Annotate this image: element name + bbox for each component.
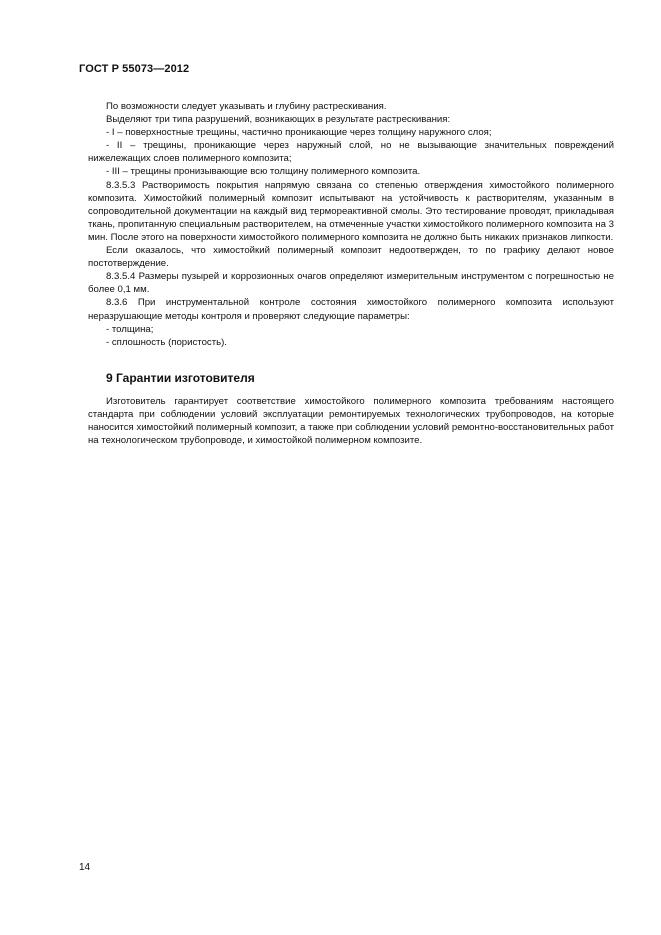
list-item-type-3: - III – трещины пронизывающие всю толщину полимерного композита. [106, 166, 421, 178]
paragraph-8-3-5-4: 8.3.5.4 Размеры пузырей и коррозионных очагов определяют измерительным инструментом с погрешностью не более 0,1 мм. [88, 271, 614, 296]
list-item-type-2: - II – трещины, проникающие через наружный слой, но не вызывающие значительных повреждений нижележащих слоев полимерного композита; [88, 140, 614, 165]
paragraph-8-3-5-3: 8.3.5.3 Растворимость покрытия напрямую связана со степенью отверждения химостойкого полимерного композита. Химостойкий полимерный композит испытывают на устойчивость к растворителям, указанным в сопроводительной документации на каждый вид термореактивной смолы. Это тестирование проводят, прикладывая ткань, пропитанную специальным растворителем, на отмеченные участки химостойкого полимерного композита на 3 мин. После этого на поверхности химостойкого полимерного композита не должно быть никаких признаков липкости. [88, 179, 614, 243]
section-8-continuation [88, 100, 614, 349]
paragraph-undercured: Если оказалось, что химостойкий полимерный композит недоотвержден, то по графику делают новое постотверждение. [88, 245, 614, 270]
list-item-continuity: - сплошность (пористость). [106, 336, 227, 348]
paragraph-depth: По возможности следует указывать и глубину растрескивания. [106, 101, 387, 112]
paragraph-damage-types: Выделяют три типа разрушений, возникающих в результате растрескивания: [106, 114, 451, 126]
paragraph-warranty: Изготовитель гарантирует соответствие химостойкого полимерного композита требованиям настоящего стандарта при соблюдении условий эксплуатации ремонтируемых технологических трубопроводов, на которые наносится химостойкий полимерный композит, а также при соблюдении условий ремонтно-восстановительных работ на технологическом трубопроводе, и химостойкой полимерном композите. [88, 396, 614, 447]
page-number: 14 [79, 862, 91, 873]
section-9-heading: 9 Гарантии изготовителя [106, 371, 255, 385]
list-item-thickness: - толщина; [106, 323, 154, 335]
paragraph-8-3-6: 8.3.6 При инструментальной контроле состояния химостойкого полимерного композита используют неразрушающие методы контроля и проверяют следующие параметры: [88, 297, 614, 322]
document-header: ГОСТ Р 55073—2012 [79, 63, 190, 75]
list-item-type-1: - I – поверхностные трещины, частично проникающие через толщину наружного слоя; [106, 127, 492, 139]
section-9-body [88, 395, 614, 447]
